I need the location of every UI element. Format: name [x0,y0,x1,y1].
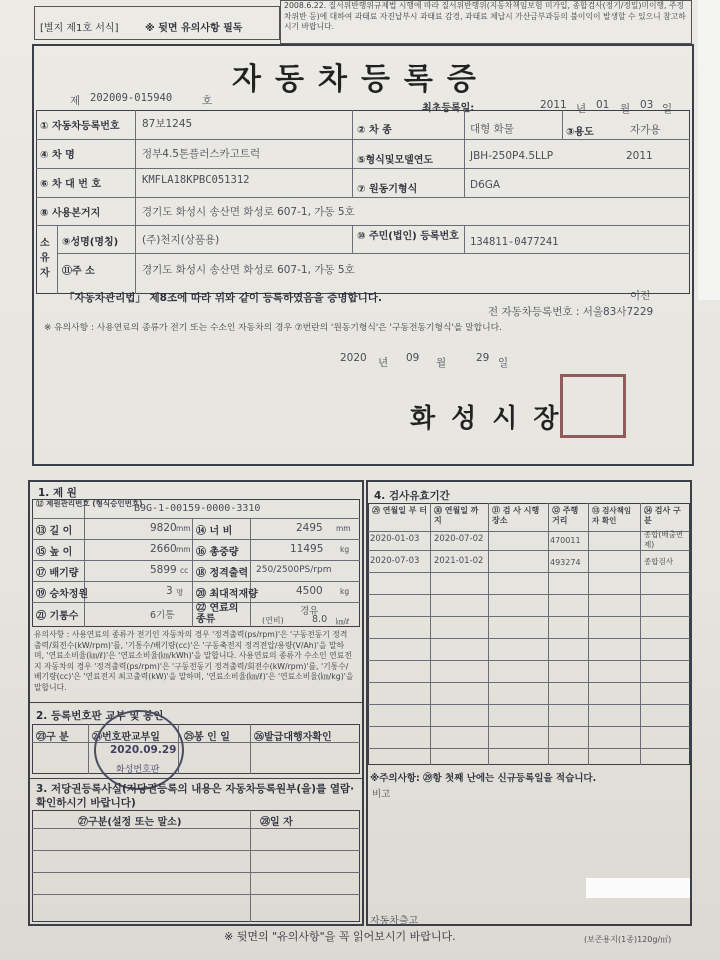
footer-notice: ※ 뒷면의 "유의사항"을 꼭 읽어보시기 바랍니다. [224,930,456,943]
model-label: ⑤형식및모델연도 [357,155,434,166]
location-label: ⑧ 사용본거지 [40,208,101,219]
owner-side-label: 소유자 [40,238,50,279]
insp-row1-mileage: 470011 [550,536,581,545]
issue-day-unit: 일 [498,357,509,369]
insp-col-to: ㉚ 연월일 까 지 [434,506,479,525]
gross-unit: kg [340,545,350,554]
seats-unit: 명 [176,588,184,597]
issue-year-unit: 년 [378,357,389,369]
insp-col-inspector: ㉝ 검사책임자 확인 [592,506,632,525]
insp-col-kind: ㉞ 검사 구분 [644,506,681,525]
width-value: 2495 [296,522,323,534]
use-label: ③용도 [566,127,594,138]
spec-no: B9G-1-00159-0000-3310 [134,503,261,514]
name-label: ④ 차 명 [40,150,75,161]
owner-name-label: ⑨성명(명칭) [62,237,119,248]
reg-no-label: ① 자동차등록번호 [40,121,120,132]
insp-row1-to: 2020-07-02 [434,534,484,544]
lien-section-title: 3. 저당권등록사실(저당권등록의 내용은 자동차등록원부(을)를 열람·확인하시기 바랍니다) [36,783,355,809]
vehicle-type: 대형 화물 [470,123,514,135]
redaction-strip [586,878,690,898]
remarks-label: 비고 [372,789,391,800]
issue-month: 09 [406,352,420,364]
notice-label: ※ 뒷면 유의사항 필독 [145,23,243,34]
first-reg-day-unit: 일 [662,103,673,115]
payload-label: ⑳ 최대적재량 [196,589,258,600]
model-year: 2011 [626,150,653,162]
certify-caution: ※ 유의사항 : 사용연료의 종류가 전기 또는 수소인 자동차의 경우 ⑦번란의 '원동기형식'은 '구동전동기형식'을 말합니다. [44,323,502,333]
insp-row1-from: 2020-01-03 [370,534,420,544]
top-note: 2008.6.22. 질서위반행위규제법 시행에 따라 질서위반행위(지동차책임보험 미가입, 종합검사(정기/정밀)미이행, 주정차위반 등)에 대하여 과태료 자진납부시 과태료 감경, 과태료 체납시 가산금부과등의 불이익이 발생할 수 있으니 참고하시기 바랍니다. [284,1,686,31]
height-unit: mm [176,545,191,554]
number-label: 제 [70,95,81,107]
insp-col-from: ㉙ 연월일 부 터 [372,506,427,515]
official-seal-icon [560,374,626,438]
owner-name: (주)천지(상품용) [142,234,220,246]
moved-label: 이전 [630,290,651,302]
length-value: 9820 [150,522,177,534]
engine-type: D6GA [470,179,501,191]
first-reg-month: 01 [596,99,610,111]
payload-unit: kg [340,587,350,596]
engine-label: ⑦ 원동기형식 [357,184,418,195]
spec-no-label: ⑫ 제원관리번호 (형식승인번호) [36,499,143,508]
plates-col-issue-date: ㉔번호판교부일 [92,732,160,743]
insp-row2-kind: 종합검사 [644,557,673,566]
insp-row2-mileage: 493274 [550,558,581,567]
issuer-name: 화성시장 [410,404,575,434]
plate-stamp-date: 2020.09.29 [110,744,177,756]
gross-value: 11495 [290,543,324,555]
efficiency-label: (연비) [262,616,284,625]
document-title: 자동차등록증 [232,62,490,97]
vehicle-model: JBH-250P4.5LLP [470,150,554,162]
displacement-label: ⑰ 배기량 [36,568,79,579]
plate-stamp-office: 화성번호판 [116,765,160,775]
type-label: ② 차 종 [357,125,392,136]
certificate-number: 202009-015940 [90,92,173,104]
owner-id: 134811-0477241 [470,236,559,248]
length-label: ⑬ 길 이 [36,526,73,537]
owner-address: 경기도 화성시 송산면 화성로 607-1, 가동 5호 [142,264,355,276]
previous-reg-no: 전 자동차등록번호 : 서울83사7229 [488,306,654,318]
inspection-footnote: ※주의사항: ㉙항 첫째 난에는 신규등록일을 적습니다. [370,773,597,784]
specs-note: 유의사항 : 사용연료의 종류가 전기인 자동차의 경우 '정격출력(ps/rpm)'은 '구동전동기 정격 출력/회전수(kW/rpm)'를, '기통수/배기량(cc)'은 '구동축전지 정격전압/용량(V/Ah)'을 말하며, '연료소비율(㎞/ℓ)'은 '연료소비율(㎞/kWh)'을 말합니다. 사용연료의 종류가 수소인 연료전지 자동차의 경우 '정격출력(ps/rpm)'은 '구동전동기 정격출력/회전수(kW/rpm)'를, '기통수/배기량(cc)'은 '연료전지 최고출력(kW)'을 말하며, '연료소비율(㎞/ℓ)'은 '연료소비율(㎞/kg)'을 말합니다. [34,630,354,692]
seats-value: 3 [166,585,173,597]
length-unit: mm [176,524,191,533]
vin-label: ⑥ 차 대 번 호 [40,179,102,190]
plates-col-seal-date: ㉕봉 인 일 [184,732,230,743]
insp-row1-kind: 종합(배출면제) [644,530,684,549]
paper-grade: (보존용지(1종)120g/㎡) [584,935,672,944]
width-unit: mm [336,524,351,533]
plates-col-agent: ㉖발급대행자확인 [254,732,332,743]
fuel-label: ㉒ 연료의 종류 [196,603,239,625]
certify-statement: 「자동차관리법」 제8조에 따라 위와 같이 등록하였음을 증명합니다. [64,292,382,304]
insp-col-place: ㉛ 검 사 시행장소 [492,506,540,525]
number-suffix: 호 [202,95,213,107]
insp-col-mileage: ㉜ 주행 거리 [552,506,579,525]
gross-label: ⑯ 총중량 [196,547,239,558]
power-value: 250/2500PS/rpm [256,565,332,575]
specs-section-title: 1. 제 원 [38,487,77,499]
cylinders-value: 6기통 [150,610,175,621]
first-reg-year: 2011 [540,99,567,111]
efficiency-unit: ㎞/ℓ [336,617,350,626]
width-label: ⑭ 너 비 [196,526,233,537]
plates-section-title: 2. 등록번호판 교부 및 봉인 [36,710,164,722]
seats-label: ⑲ 승차정원 [36,589,89,600]
location: 경기도 화성시 송산면 화성로 607-1, 가동 5호 [142,206,355,218]
vin: KMFLA18KPBC051312 [142,174,250,186]
payload-value: 4500 [296,585,323,597]
displacement-unit: cc [180,566,189,575]
inspection-section-title: 4. 검사유효기간 [374,490,450,502]
first-reg-label: 최초등록일: [422,103,475,114]
efficiency-value: 8.0 [312,614,328,625]
first-reg-day: 03 [640,99,654,111]
owner-id-label: ⑩ 주민(법인) 등록번호 [357,231,459,242]
plates-col-type: ㉓구 분 [36,732,69,743]
issue-year: 2020 [340,352,367,364]
owner-addr-label: ⑪주 소 [62,266,95,277]
lien-col-type: ㉗구분(설정 또는 말소) [78,817,182,828]
first-reg-month-unit: 월 [620,103,631,115]
lien-col-date: ㉘일 자 [260,817,293,828]
power-label: ⑱ 정격출력 [196,568,249,579]
issue-day: 29 [476,352,490,364]
insp-row2-to: 2021-01-02 [434,556,484,566]
insp-row2-from: 2020-07-03 [370,556,420,566]
height-label: ⑮ 높 이 [36,547,73,558]
vehicle-name: 정부4.5톤플러스카고트럭 [142,148,261,160]
form-label: [별지 제1호 서식] [40,23,119,34]
handwritten-note: 자동차출고 [370,916,419,927]
first-reg-year-unit: 년 [576,103,587,115]
displacement-value: 5899 [150,564,177,576]
cylinders-label: ㉑ 기통수 [36,611,79,622]
vehicle-use: 자가용 [630,124,661,136]
reg-no: 87보1245 [142,118,193,130]
issue-month-unit: 월 [436,357,447,369]
height-value: 2660 [150,543,177,555]
fuel-value: 경유 [300,606,319,617]
background-edge [698,0,720,300]
